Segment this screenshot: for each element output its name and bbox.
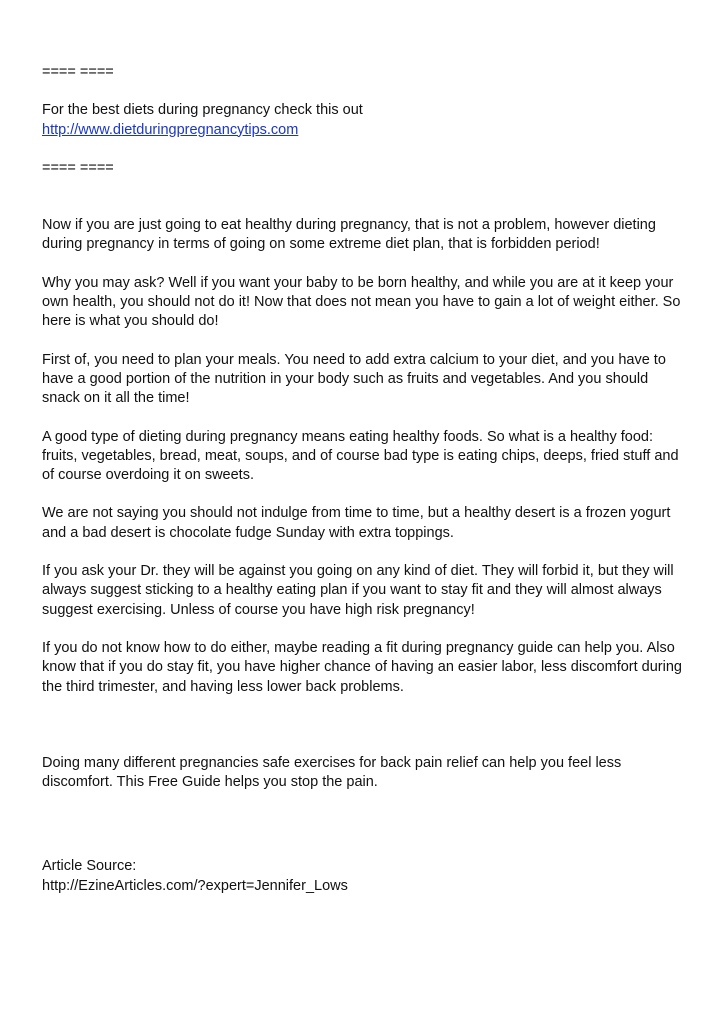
separator-bottom: ==== ==== <box>42 159 114 176</box>
article-paragraph-1: Now if you are just going to eat healthy during pregnancy, that is not a problem, however dieting during pregnancy in terms of going on some extreme diet plan, that is forbidden period! <box>42 217 656 253</box>
closing-paragraph: Doing many different pregnancies safe exercises for back pain relief can help you feel less discomfort. This Free Guide helps you stop the pain. <box>42 754 622 791</box>
separator-top: ==== ==== <box>42 64 114 80</box>
intro-text: For the best diets during pregnancy check this out <box>42 102 363 119</box>
article-paragraph-3: First of, you need to plan your meals. You need to add extra calcium to your diet, and you have to have a good portion of the nutrition in your body such as fruits and vegetables. And you should snack on it all the time! <box>42 351 666 407</box>
intro-link[interactable]: http://www.dietduringpregnancytips.com <box>42 121 299 138</box>
article-paragraph-4: A good type of dieting during pregnancy means eating healthy foods. So what is a healthy food: fruits, vegetables, bread, meat, soups, and of course bad type is eating chips, deeps, fried stuff and of course overdoing it on sweets. <box>42 428 679 484</box>
article-paragraph-6: If you ask your Dr. they will be against you going on any kind of diet. They will forbid it, but they will always suggest sticking to a healthy eating plan if you want to stay fit and they will almost always suggest exercising. Unless of course you have high risk pregnancy! <box>42 563 674 618</box>
article-source-label: Article Source: <box>42 858 137 875</box>
article-source-url: http://EzineArticles.com/?expert=Jennifer_Lows <box>42 877 348 894</box>
article-paragraph-5: We are not saying you should not indulge from time to time, but a healthy desert is a frozen yogurt and a bad desert is chocolate fudge Sunday with extra toppings. <box>42 505 671 541</box>
article-paragraph-7: If you do not know how to do either, maybe reading a fit during pregnancy guide can help you. Also know that if you do stay fit, you have higher chance of having an easier labor, less discomfort during the third trimester, and having less lower back problems. <box>42 639 682 695</box>
article-paragraph-2: Why you may ask? Well if you want your baby to be born healthy, and while you are at it keep your own health, you should not do it! Now that does not mean you have to gain a lot of weight either. So here is what you should do! <box>42 274 681 330</box>
